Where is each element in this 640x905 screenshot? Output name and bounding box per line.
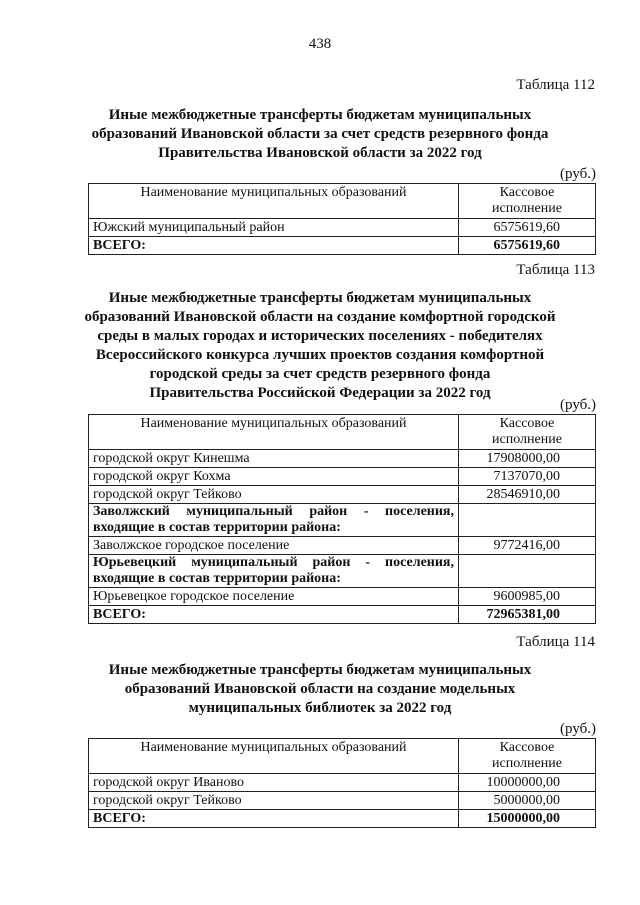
table-title: Иные межбюджетные трансферты бюджетам муниципальных образований Ивановской области на создание модельных муниципальных библиотек за 2022 год xyxy=(108,662,532,716)
total-row xyxy=(89,810,596,828)
cell-value: 6575619,60 xyxy=(459,219,596,237)
column-header-name: Наименование муниципальных образований xyxy=(89,739,459,774)
cell-value: 28546910,00 xyxy=(459,486,596,504)
cell-value: 5000000,00 xyxy=(459,792,596,810)
column-header-name: Наименование муниципальных образований xyxy=(89,184,459,219)
cell-value: 7137070,00 xyxy=(459,468,596,486)
cell-value: 72965381,00 xyxy=(459,606,596,624)
table-row xyxy=(89,219,596,237)
cell-name: Заволжский муниципальный район - поселения, входящие в состав территории района: xyxy=(89,504,459,537)
data-table xyxy=(88,183,596,255)
page-number: 438 xyxy=(308,36,332,52)
cell-name: городской округ Кинешма xyxy=(89,450,459,468)
cell-name: ВСЕГО: xyxy=(89,810,459,828)
cell-name: Южский муниципальный район xyxy=(89,219,459,237)
cell-value: 17908000,00 xyxy=(459,450,596,468)
data-table xyxy=(88,414,596,624)
table-header-row xyxy=(89,739,596,774)
cell-name: ВСЕГО: xyxy=(89,237,459,255)
cell-name: городской округ Кохма xyxy=(89,468,459,486)
unit-label: (руб.) xyxy=(560,721,596,737)
table-header-row xyxy=(89,184,596,219)
table-label: Таблица 114 xyxy=(516,634,595,650)
table-row xyxy=(89,504,596,537)
unit-label: (руб.) xyxy=(560,166,596,182)
cell-value: 9600985,00 xyxy=(459,588,596,606)
cell-value xyxy=(459,504,596,537)
cell-value: 6575619,60 xyxy=(459,237,596,255)
column-header-value: Кассовое исполнение xyxy=(459,739,596,774)
column-header-value: Кассовое исполнение xyxy=(459,415,596,450)
cell-value xyxy=(459,555,596,588)
column-header-name: Наименование муниципальных образований xyxy=(89,415,459,450)
unit-label: (руб.) xyxy=(560,397,596,413)
table-row xyxy=(89,468,596,486)
cell-name: городской округ Тейково xyxy=(89,792,459,810)
table-row xyxy=(89,537,596,555)
cell-name: городской округ Иваново xyxy=(89,774,459,792)
cell-name: Юрьевецкое городское поселение xyxy=(89,588,459,606)
table-row xyxy=(89,555,596,588)
table-row xyxy=(89,588,596,606)
table-row xyxy=(89,774,596,792)
cell-name: Заволжское городское поселение xyxy=(89,537,459,555)
table-row xyxy=(89,792,596,810)
table-row xyxy=(89,450,596,468)
cell-name: ВСЕГО: xyxy=(89,606,459,624)
table-label: Таблица 113 xyxy=(516,262,595,278)
column-header-value: Кассовое исполнение xyxy=(459,184,596,219)
table-label: Таблица 112 xyxy=(516,77,595,93)
total-row xyxy=(89,237,596,255)
table-header-row xyxy=(89,415,596,450)
cell-name: Юрьевецкий муниципальный район - поселения, входящие в состав территории района: xyxy=(89,555,459,588)
cell-value: 9772416,00 xyxy=(459,537,596,555)
cell-value: 15000000,00 xyxy=(459,810,596,828)
table-title: Иные межбюджетные трансферты бюджетам муниципальных образований Ивановской области на создание комфортной городской среды в малых городах и исторических поселениях - победителях Всероссийского конкурса лучших проектов создания комфортной городской среды за счет средств резервного фонда Правительства Российской Федерации за 2022 год xyxy=(84,290,556,401)
cell-value: 10000000,00 xyxy=(459,774,596,792)
table-row xyxy=(89,486,596,504)
total-row xyxy=(89,606,596,624)
data-table xyxy=(88,738,596,828)
cell-name: городской округ Тейково xyxy=(89,486,459,504)
table-title: Иные межбюджетные трансферты бюджетам муниципальных образований Ивановской области за счет средств резервного фонда Правительства Ивановской области за 2022 год xyxy=(91,107,549,161)
